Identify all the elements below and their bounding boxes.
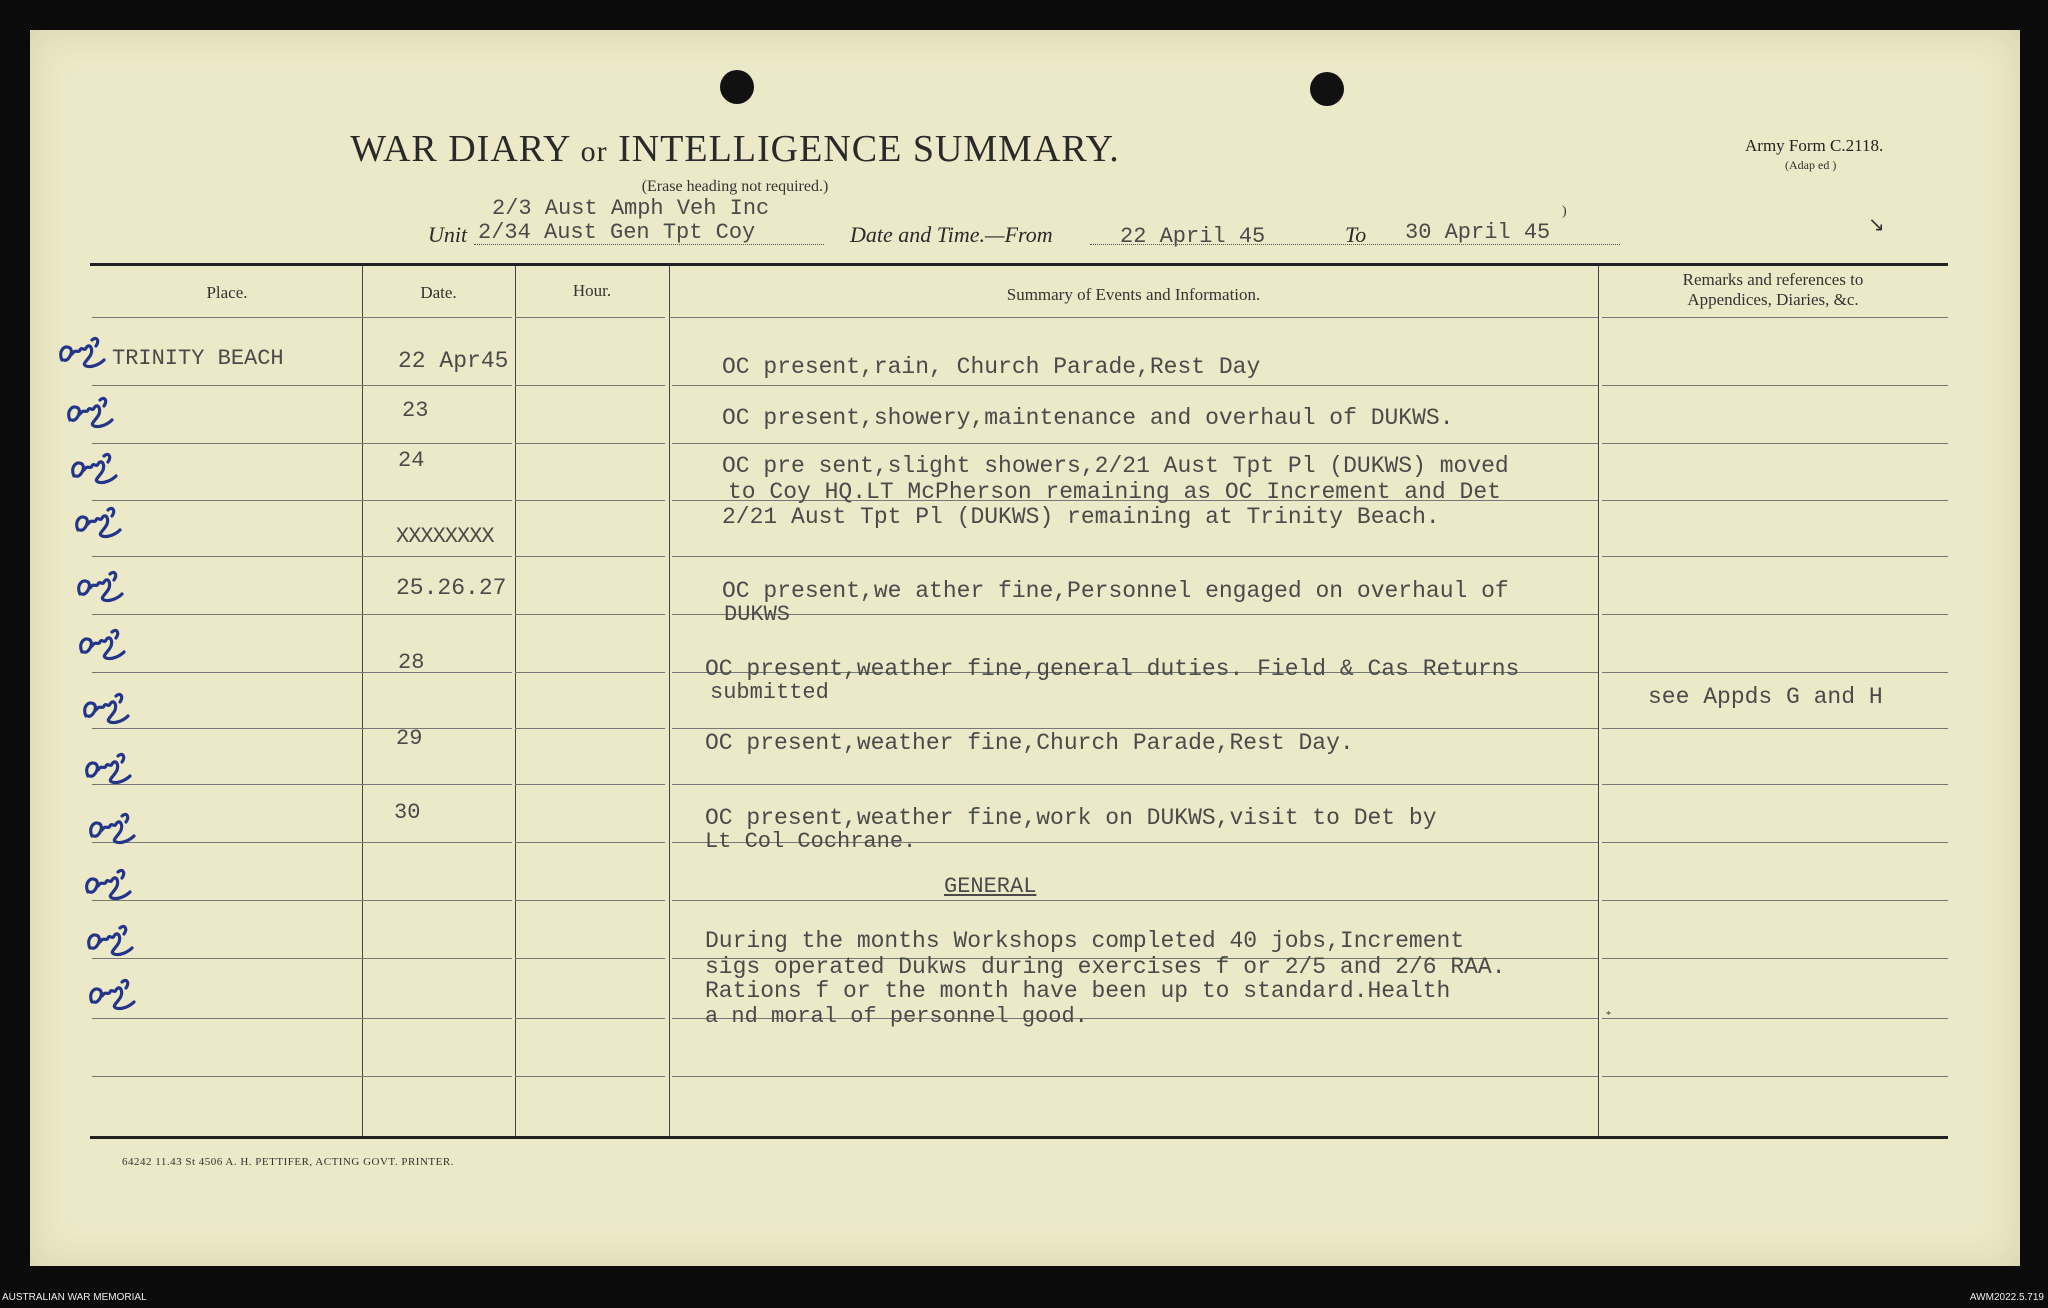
date-cell: 24 (398, 448, 425, 473)
ink-mark: ↘ (1868, 214, 1885, 236)
ruled-line (92, 614, 362, 615)
ruled-line (672, 728, 1598, 729)
unit-value-struck: 2/3 Aust Amph Veh Inc (492, 196, 770, 221)
ruled-line (672, 1076, 1598, 1077)
ruled-line (672, 443, 1598, 444)
punch-hole-icon (720, 70, 754, 104)
ruled-line (1602, 958, 1948, 959)
ruled-line (672, 385, 1598, 386)
ruled-line (362, 385, 512, 386)
ruled-line (1602, 317, 1948, 318)
ruled-line (515, 317, 665, 318)
ruled-line (672, 614, 1598, 615)
ruled-line (92, 1018, 362, 1019)
handwritten-initials-icon (68, 446, 128, 490)
handwritten-initials-icon (86, 806, 146, 850)
table-bottom-rule (90, 1136, 1948, 1139)
date-time-label: Date and Time.—From (850, 222, 1053, 247)
army-form-number: Army Form C.2118. (1745, 136, 1884, 155)
handwritten-initials-icon (76, 622, 136, 666)
general-text: Rations f or the month have been up to standard.Health (705, 978, 1451, 1004)
summary-cell: OC present,weather fine,Church Parade,Rest Day. (705, 730, 1354, 756)
general-heading: GENERAL (944, 874, 1037, 899)
date-cell: 22 Apr45 (398, 348, 509, 374)
handwritten-initials-icon (64, 390, 124, 434)
ruled-line (362, 443, 512, 444)
ruled-line (362, 317, 512, 318)
archive-caption: AUSTRALIAN WAR MEMORIAL (2, 1292, 147, 1303)
ink-mark: ) (1562, 204, 1567, 219)
handwritten-initials-icon (56, 330, 116, 374)
ruled-line (515, 728, 665, 729)
ruled-line (1602, 672, 1948, 673)
ruled-line (362, 958, 512, 959)
summary-cell: OC present,weather fine,work on DUKWS,visit to Det by (705, 805, 1437, 831)
general-text: sigs operated Dukws during exercises f or 2/5 and 2/6 RAA. (705, 954, 1506, 980)
ruled-line (362, 556, 512, 557)
ruled-line (92, 556, 362, 557)
ruled-line (362, 900, 512, 901)
archive-reference: AWM2022.5.719 (1969, 1292, 2044, 1303)
ruled-line (362, 1018, 512, 1019)
ruled-line (1602, 385, 1948, 386)
summary-cell: to Coy HQ.LT McPherson remaining as OC Increment and Det (728, 479, 1501, 505)
ruled-line (92, 443, 362, 444)
general-text: a nd moral of personnel good. (705, 1004, 1088, 1029)
to-date-value: 30 April 45 (1405, 220, 1551, 245)
ruled-line (1602, 614, 1948, 615)
ruled-line (669, 317, 1598, 318)
ruled-line (515, 842, 665, 843)
unit-dotted-line (474, 244, 824, 245)
handwritten-initials-icon (84, 918, 144, 962)
summary-cell: DUKWS (724, 602, 791, 627)
summary-cell: OC present,weather fine,general duties. Field & Cas Returns (705, 656, 1520, 682)
ruled-line (362, 672, 512, 673)
ruled-line (1602, 443, 1948, 444)
ruled-line (1602, 500, 1948, 501)
col-divider (362, 266, 363, 1136)
ruled-line (362, 1076, 512, 1077)
ruled-line (672, 556, 1598, 557)
adapted-note: (Adap ed ) (1785, 158, 1837, 172)
date-dotted-line (1090, 244, 1620, 245)
ruled-line (1602, 900, 1948, 901)
date-cell: 30 (394, 800, 421, 825)
ruled-line (515, 1018, 665, 1019)
col-head-summary: Summary of Events and Information. (1006, 285, 1261, 304)
ruled-line (362, 728, 512, 729)
ruled-line (362, 842, 512, 843)
ruled-line (362, 784, 512, 785)
ruled-line (92, 385, 362, 386)
ruled-line (1602, 728, 1948, 729)
ruled-line (92, 500, 362, 501)
ruled-line (515, 443, 665, 444)
general-text: During the months Workshops completed 40 jobs,Increment (705, 928, 1465, 954)
table-top-rule (90, 263, 1948, 266)
ruled-line (515, 500, 665, 501)
ruled-line (92, 317, 362, 318)
ruled-line (515, 900, 665, 901)
ruled-line (515, 556, 665, 557)
summary-cell: Lt Col Cochrane. (705, 829, 917, 854)
handwritten-initials-icon (86, 972, 146, 1016)
to-label: To (1345, 222, 1367, 247)
ruled-line (1602, 556, 1948, 557)
date-cell: 23 (402, 398, 429, 423)
summary-cell: 2/21 Aust Tpt Pl (DUKWS) remaining at Trinity Beach. (722, 504, 1440, 530)
col-divider (1598, 266, 1599, 1136)
ruled-line (362, 500, 512, 501)
page-title: WAR DIARY or INTELLIGENCE SUMMARY. (350, 128, 1120, 170)
remarks-cell: see Appds G and H (1648, 684, 1883, 710)
ruled-line (1602, 1018, 1948, 1019)
unit-label: Unit (428, 222, 468, 247)
ink-mark: * (1606, 1010, 1611, 1021)
erase-note: (Erase heading not required.) (641, 178, 829, 195)
handwritten-initials-icon (80, 686, 140, 730)
summary-cell: submitted (710, 680, 829, 705)
date-cell: 25.26.27 (396, 575, 507, 601)
handwritten-initials-icon (72, 500, 132, 544)
ruled-line (515, 1076, 665, 1077)
ruled-line (515, 958, 665, 959)
col-head-remarks: Remarks and references to Appendices, Diaries, &c. (1682, 270, 1864, 309)
summary-cell: OC present,rain, Church Parade,Rest Day (722, 354, 1261, 380)
ruled-line (92, 1076, 362, 1077)
summary-cell: OC present,we ather fine,Personnel engaged on overhaul of (722, 578, 1509, 604)
col-head-hour: Hour. (572, 281, 612, 300)
ruled-line (672, 784, 1598, 785)
place-cell: TRINITY BEACH (112, 346, 284, 371)
ruled-line (515, 385, 665, 386)
struck-date: XXXXXXXX (396, 524, 494, 549)
summary-cell: OC present,showery,maintenance and overhaul of DUKWS. (722, 405, 1454, 431)
ruled-line (1602, 1076, 1948, 1077)
war-diary-page (30, 30, 2020, 1266)
handwritten-initials-icon (82, 746, 142, 790)
col-head-date: Date. (420, 283, 457, 302)
unit-value: 2/34 Aust Gen Tpt Coy (478, 220, 756, 245)
handwritten-initials-icon (82, 862, 142, 906)
ruled-line (362, 614, 512, 615)
ruled-line (515, 672, 665, 673)
ruled-line (92, 672, 362, 673)
date-cell: 29 (396, 726, 423, 751)
ruled-line (672, 900, 1598, 901)
col-divider (669, 266, 670, 1136)
ruled-line (1602, 784, 1948, 785)
printer-imprint: 64242 11.43 St 4506 A. H. PETTIFER, ACTING GOVT. PRINTER. (122, 1156, 454, 1168)
col-divider (515, 266, 516, 1136)
ruled-line (515, 784, 665, 785)
summary-cell: OC pre sent,slight showers,2/21 Aust Tpt Pl (DUKWS) moved (722, 453, 1509, 479)
from-date-value: 22 April 45 (1120, 224, 1266, 249)
ruled-line (1602, 842, 1948, 843)
col-head-place: Place. (206, 283, 248, 302)
date-cell: 28 (398, 650, 425, 675)
ruled-line (515, 614, 665, 615)
handwritten-initials-icon (74, 564, 134, 608)
punch-hole-icon (1310, 72, 1344, 106)
